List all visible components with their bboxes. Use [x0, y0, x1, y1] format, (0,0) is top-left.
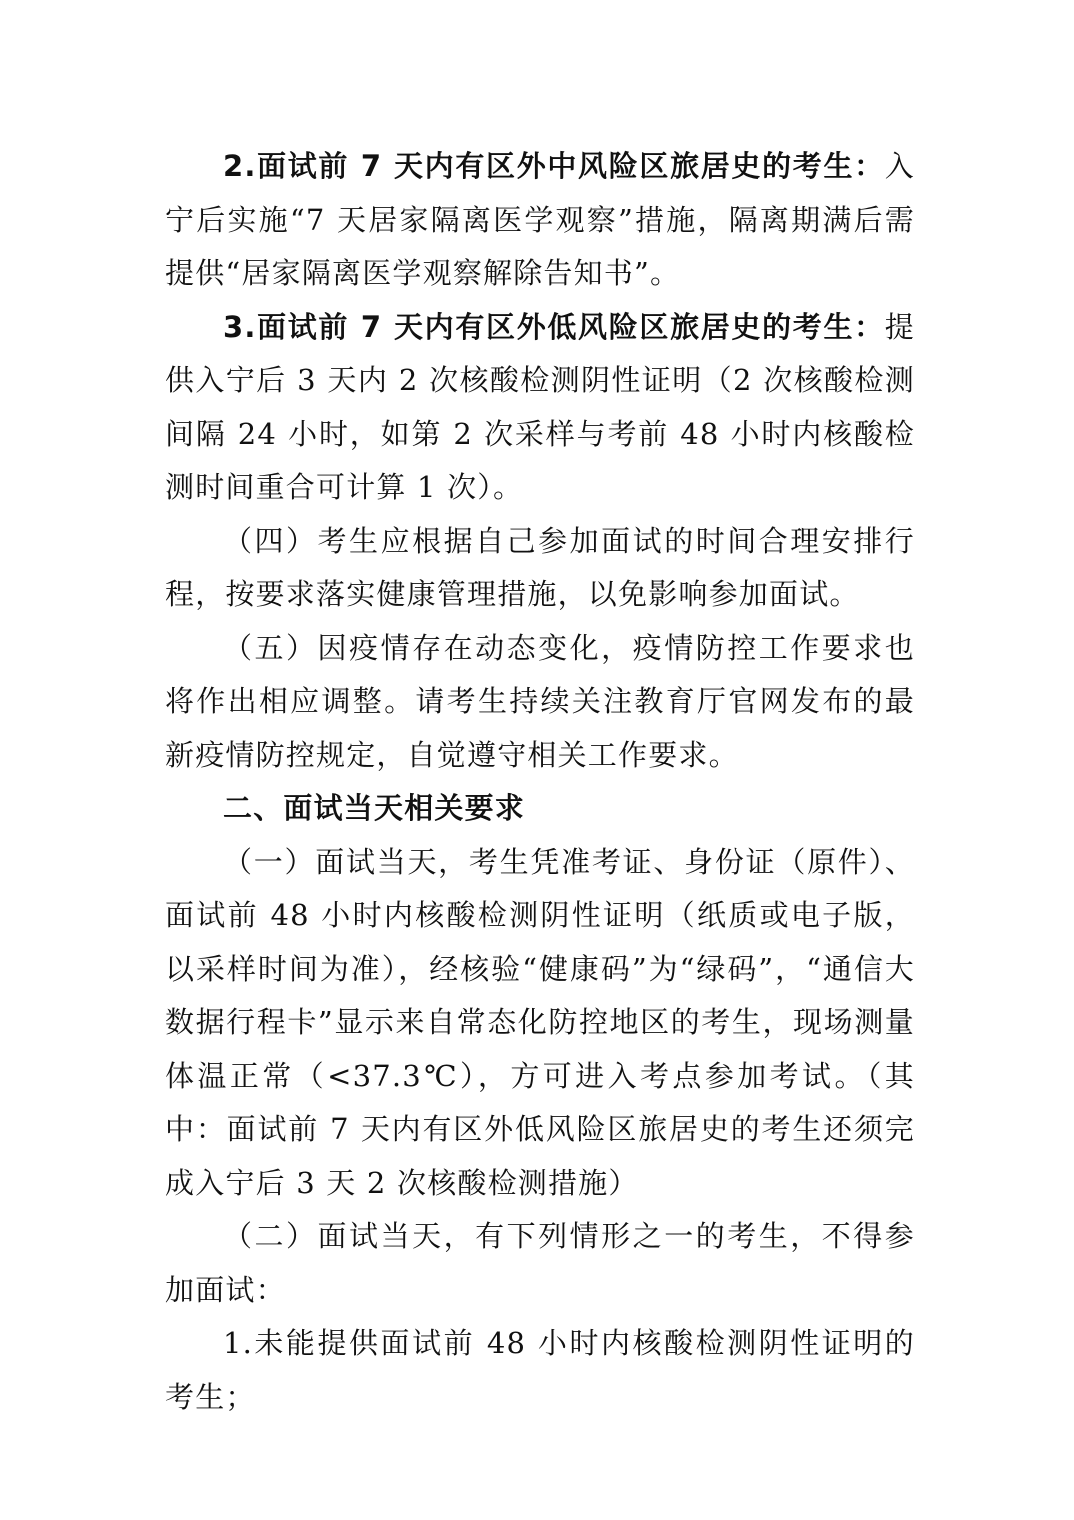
paragraph-medium-risk-title: 2.面试前 7 天内有区外中风险区旅居史的考生：: [223, 149, 885, 183]
paragraph-item-five: （五）因疫情存在动态变化，疫情防控工作要求也将作出相应调整。请考生持续关注教育厅官网发布的最新疫情防控规定，自觉遵守相关工作要求。: [165, 630, 915, 772]
paragraph-medium-risk-text: 入宁后实施“7 天居家隔离医学观察”措施，隔离期满后需提供“居家隔离医学观察解除告知书”。: [165, 149, 915, 290]
paragraph-low-risk: [165, 301, 915, 515]
paragraph-low-risk-title: 3.面试前 7 天内有区外低风险区旅居史的考生：: [223, 309, 885, 344]
section-heading-2: 二、面试当天相关要求: [223, 791, 526, 825]
paragraph-medium-risk: [165, 140, 915, 301]
paragraph-item-four: （四）考生应根据自己参加面试的时间合理安排行程，按要求落实健康管理措施，以免影响参加面试。: [165, 523, 915, 611]
paragraph-list-item-1: 1.未能提供面试前 48 小时内核酸检测阴性证明的考生；: [165, 1326, 915, 1414]
document-body: [165, 140, 915, 1424]
paragraph-low-risk-text: 提供入宁后 3 天内 2 次核酸检测阴性证明（2 次核酸检测间隔 24 小时，如第 2 次采样与考前 48 小时内核酸检测时间重合可计算 1 次）。: [165, 309, 915, 504]
paragraph-day-two: （二）面试当天，有下列情形之一的考生，不得参加面试：: [165, 1219, 915, 1307]
paragraph-day-one: （一）面试当天，考生凭准考证、身份证（原件）、面试前 48 小时内核酸检测阴性证明（纸质或电子版，以采样时间为准），经核验“健康码”为“绿码”，“通信大数据行程卡”显示来自常态化防控地区的考生，现场测量体温正常（<37.3℃），方可进入考点参加考试。（其中：面试前 7 天内有区外低风险区旅居史的考生还须完成入宁后 3 天 2 次核酸检测措施）: [165, 844, 915, 1200]
